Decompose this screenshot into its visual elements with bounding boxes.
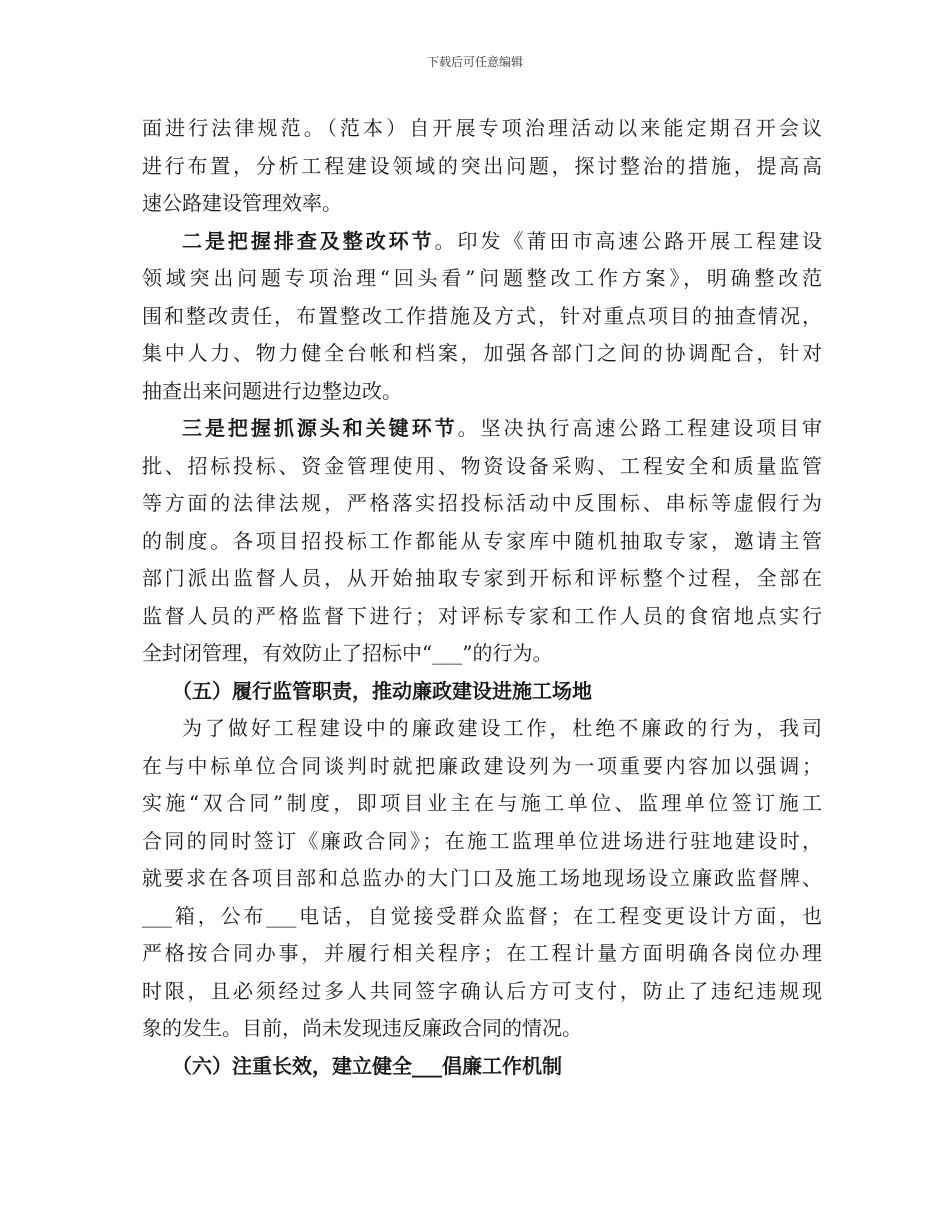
paragraph-lead-line bbox=[142, 223, 822, 261]
text-line: 集中人力、物力健全台帐和档案，加强各部门之间的协调配合，针对 bbox=[142, 341, 822, 365]
page-header: 下载后可任意编辑 bbox=[426, 55, 523, 69]
text-line: 实施“双合同”制度，即项目业主在与施工单位、监理单位签订施工 bbox=[142, 791, 822, 815]
text-line: 为了做好工程建设中的廉政建设工作，杜绝不廉政的行为，我司 bbox=[182, 716, 822, 740]
text-line: 象的发生。目前，尚未发现违反廉政合同的情况。 bbox=[142, 1016, 582, 1040]
text-line: 合同的同时签订《廉政合同》；在施工监理单位进场进行驻地建设时， bbox=[142, 828, 822, 853]
text-line: 全封闭管理，有效防止了招标中“___”的行为。 bbox=[142, 641, 553, 665]
text-line: 速公路建设管理效率。 bbox=[142, 191, 342, 215]
text-line: 的制度。各项目招投标工作都能从专家库中随机抽取专家，邀请主管 bbox=[142, 528, 822, 553]
text-line: 面进行法律规范。（范本）自开展专项治理活动以来能定期召开会议 bbox=[142, 116, 822, 140]
lead-rest-text: 。坚决执行高速公路工程建设项目审 bbox=[457, 416, 822, 440]
text-line: 围和整改责任，布置整改工作措施及方式，针对重点项目的抽查情况， bbox=[142, 303, 822, 328]
lead-rest-text: 。印发《莆田市高速公路开展工程建设 bbox=[434, 228, 822, 253]
text-line: 进行布置，分析工程建设领域的突出问题，探讨整治的措施，提高高 bbox=[142, 153, 822, 178]
bold-lead-text: 三是把握抓源头和关键环节 bbox=[182, 416, 458, 440]
text-line: 监督人员的严格监督下进行；对评标专家和工作人员的食宿地点实行 bbox=[142, 603, 822, 628]
paragraph-lead-line bbox=[142, 410, 822, 448]
text-line: 抽查出来问题进行边整边改。 bbox=[142, 378, 402, 403]
text-line: ___箱，公布___电话，自觉接受群众监督；在工程变更设计方面，也 bbox=[142, 903, 822, 928]
section-heading: （五）履行监管职责，推动廉政建设进施工场地 bbox=[172, 678, 592, 703]
text-line: 部门派出监督人员，从开始抽取专家到开标和评标整个过程，全部在 bbox=[142, 566, 822, 590]
section-heading: （六）注重长效，建立健全___倡廉工作机制 bbox=[172, 1053, 562, 1078]
text-line: 等方面的法律法规，严格落实招投标活动中反围标、串标等虚假行为 bbox=[142, 491, 822, 515]
bold-lead-text: 二是把握排查及整改环节 bbox=[182, 228, 435, 253]
text-line: 在与中标单位合同谈判时就把廉政建设列为一项重要内容加以强调； bbox=[142, 753, 822, 778]
document-body bbox=[142, 110, 822, 1085]
text-line: 时限，且必须经过多人共同签字确认后方可支付，防止了违纪违规现 bbox=[142, 978, 822, 1003]
text-line: 批、招标投标、资金管理使用、物资设备采购、工程安全和质量监管 bbox=[142, 453, 822, 478]
text-line: 就要求在各项目部和总监办的大门口及施工场地现场设立廉政监督牌、 bbox=[142, 866, 822, 890]
text-line: 严格按合同办事，并履行相关程序；在工程计量方面明确各岗位办理 bbox=[142, 941, 822, 965]
text-line: 领域突出问题专项治理“回头看”问题整改工作方案》，明确整改范 bbox=[142, 266, 822, 290]
